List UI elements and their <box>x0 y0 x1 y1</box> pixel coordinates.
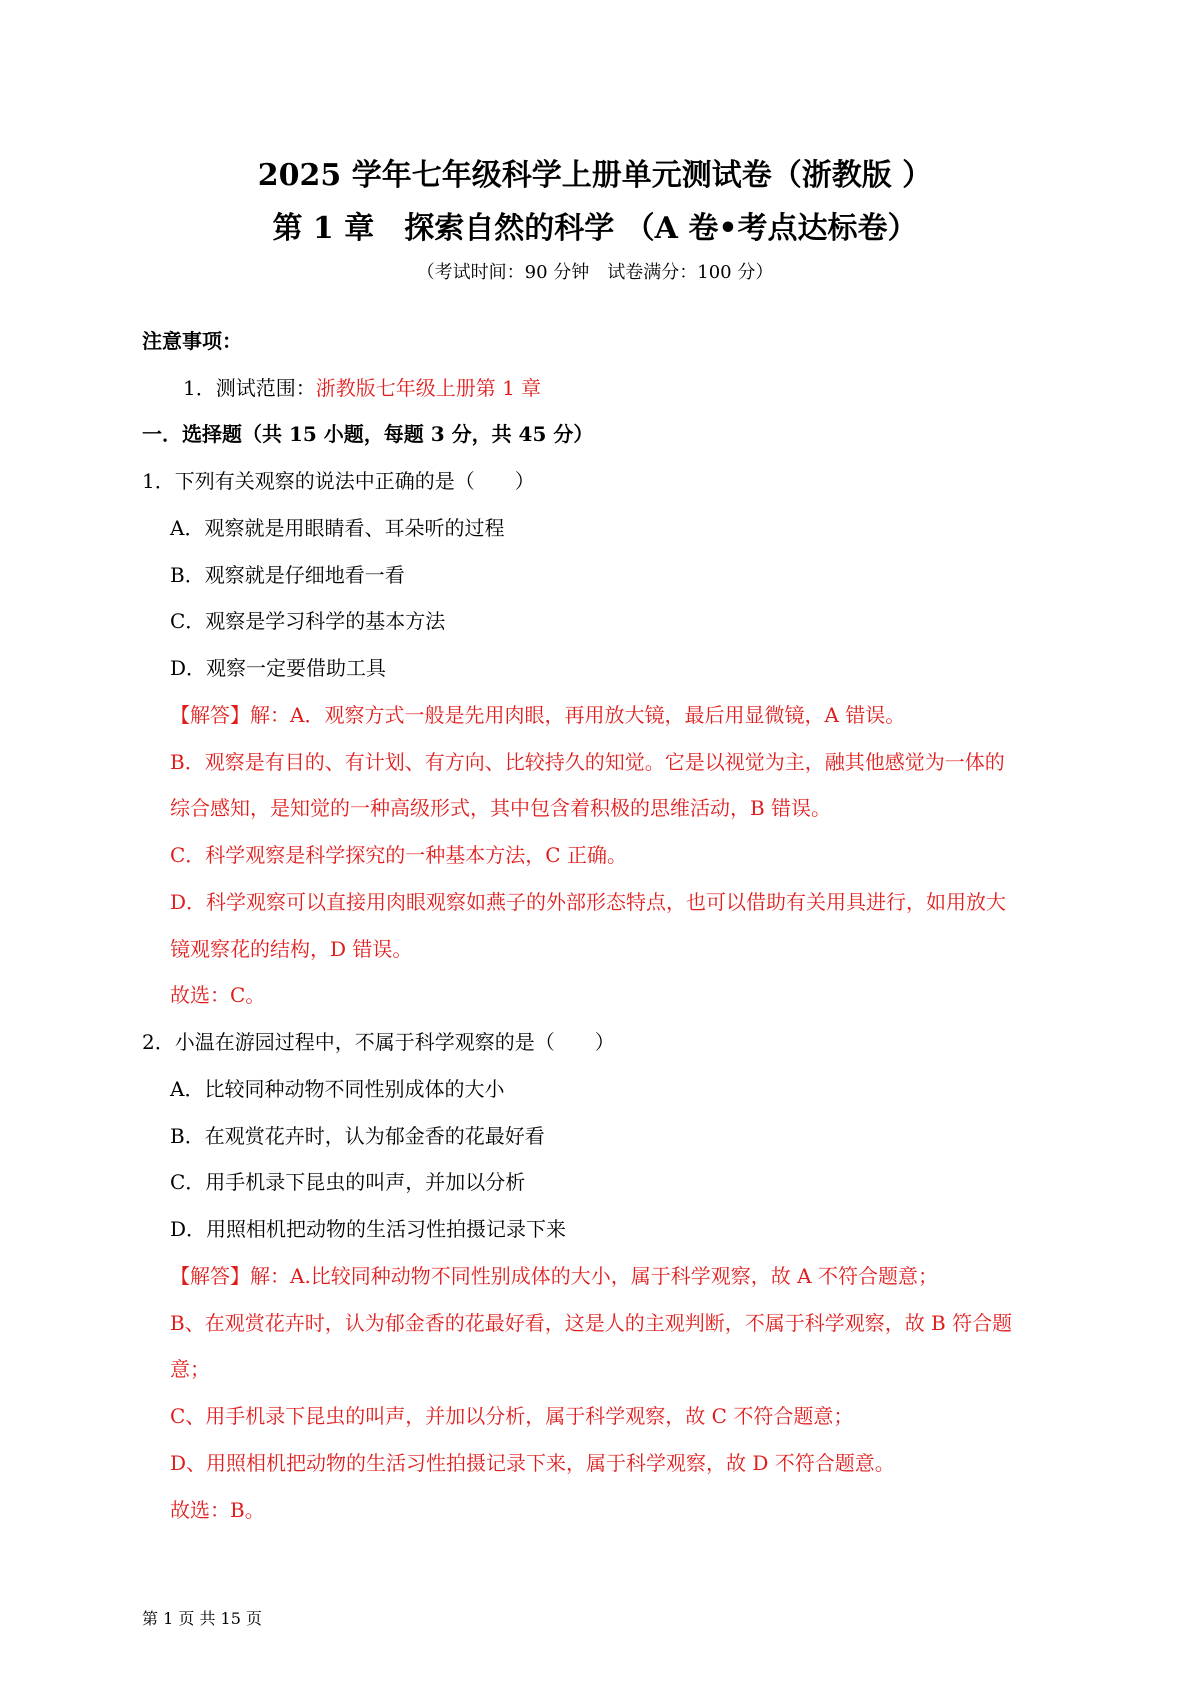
exam-title: 2025 学年七年级科学上册单元测试卷（浙教版 ） <box>257 158 933 193</box>
notice-item-1 <box>183 372 541 401</box>
section-heading: 一．选择题（共 15 小题，每题 3 分，共 45 分） <box>142 422 594 446</box>
question-1-option-b: B．观察就是仔细地看一看 <box>170 563 405 587</box>
question-1-option-a: A．观察就是用眼睛看、耳朵听的过程 <box>170 516 505 540</box>
notice-item-1-label: 1．测试范围： <box>183 376 316 400</box>
question-1-option-d: D．观察一定要借助工具 <box>170 656 387 680</box>
question-1-answer-line: D．科学观察可以直接用肉眼观察如燕子的外部形态特点，也可以借助有关用具进行，如用放大 <box>170 890 1007 914</box>
question-2-answer-line: D、用照相机把动物的生活习性拍摄记录下来，属于科学观察，故 D 不符合题意。 <box>170 1451 895 1475</box>
question-1-answer-line: C．科学观察是科学探究的一种基本方法，C 正确。 <box>170 843 627 867</box>
question-2-answer-line: C、用手机录下昆虫的叫声，并加以分析，属于科学观察，故 C 不符合题意； <box>170 1404 854 1428</box>
question-2-option-c: C．用手机录下昆虫的叫声，并加以分析 <box>170 1170 526 1194</box>
question-2-stem: 2．小温在游园过程中，不属于科学观察的是（ ） <box>142 1030 615 1054</box>
notice-heading: 注意事项： <box>142 329 242 353</box>
question-1-answer-line: 【解答】解：A．观察方式一般是先用肉眼，再用放大镜，最后用显微镜，A 错误。 <box>170 703 906 727</box>
page-footer: 第 1 页 共 15 页 <box>142 1609 262 1628</box>
question-2-answer-line: B、在观赏花卉时，认为郁金香的花最好看，这是人的主观判断，不属于科学观察，故 B 符合题 <box>170 1311 1013 1335</box>
question-1-answer-line: 综合感知，是知觉的一种高级形式，其中包含着积极的思维活动，B 错误。 <box>170 796 832 820</box>
chapter-title: 第 1 章 探索自然的科学 （A 卷•考点达标卷） <box>272 211 918 246</box>
question-2-answer-line: 【解答】解：A.比较同种动物不同性别成体的大小，属于科学观察，故 A 不符合题意； <box>170 1264 938 1288</box>
exam-info: （考试时间：90 分钟 试卷满分：100 分） <box>416 262 774 283</box>
question-1-option-c: C．观察是学习科学的基本方法 <box>170 609 446 633</box>
question-1-stem: 1．下列有关观察的说法中正确的是（ ） <box>142 469 535 493</box>
question-1-answer-choice: 故选：C。 <box>170 983 266 1007</box>
question-1-answer-line: B．观察是有目的、有计划、有方向、比较持久的知觉。它是以视觉为主，融其他感觉为一体的 <box>170 750 1005 774</box>
question-1-answer-line: 镜观察花的结构，D 错误。 <box>170 937 413 961</box>
question-2-answer-choice: 故选：B。 <box>170 1498 265 1522</box>
question-2-option-a: A．比较同种动物不同性别成体的大小 <box>170 1077 505 1101</box>
question-2-answer-line: 意； <box>170 1357 210 1381</box>
question-2-option-d: D．用照相机把动物的生活习性拍摄记录下来 <box>170 1217 567 1241</box>
question-2-option-b: B．在观赏花卉时，认为郁金香的花最好看 <box>170 1124 545 1148</box>
notice-item-1-value: 浙教版七年级上册第 1 章 <box>315 376 542 400</box>
